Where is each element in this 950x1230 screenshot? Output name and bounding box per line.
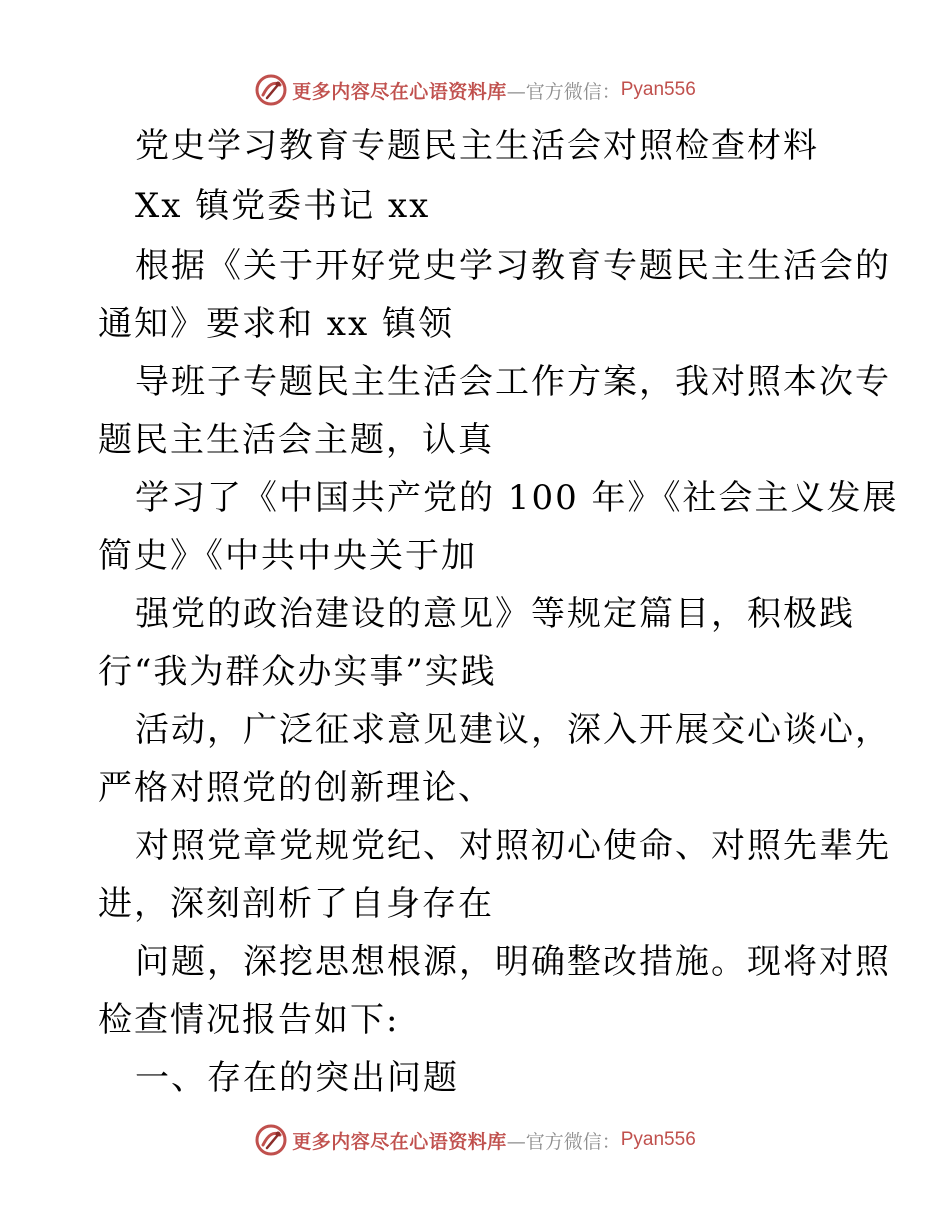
brand-logo-icon [254,73,288,107]
paragraph-line: 简史》《中共中央关于加 [98,536,477,576]
paragraph-line: 问题，深挖思想根源，明确整改措施。现将对照 [135,942,891,982]
paragraph-line: 根据《关于开好党史学习教育专题民主生活会的 [135,246,891,286]
banner-main-text: 更多内容尽在心语资料库 [292,1130,507,1153]
paragraph-line: 强党的政治建设的意见》等规定篇目，积极践 [135,594,855,634]
paragraph-line: 严格对照党的创新理论、 [98,768,494,808]
paragraph-line: 进，深刻剖析了自身存在 [98,884,494,924]
paragraph-line: 对照党章党规党纪、对照初心使命、对照先辈先 [135,826,891,866]
banner-wechat-id: Pyan556 [620,1129,696,1150]
banner-separator-text: —官方微信： [506,80,621,103]
paragraph-line: 题民主生活会主题，认真 [98,420,494,460]
paragraph-line: 活动，广泛征求意见建议，深入开展交心谈心， [135,710,891,750]
banner-separator-text: —官方微信： [506,1130,621,1153]
paragraph-line: 通知》要求和 xx 镇领 [98,304,454,344]
paragraph-line: 学习了《中国共产党的 100 年》《社会主义发展 [135,478,899,518]
section-heading: 一、存在的突出问题 [135,1058,459,1098]
banner-wechat-id: Pyan556 [620,79,696,100]
brand-logo-icon [254,1123,288,1157]
document-title: 党史学习教育专题民主生活会对照检查材料 [135,126,819,166]
footer-banner [0,1120,950,1160]
document-author: Xx 镇党委书记 xx [135,186,431,226]
banner-main-text: 更多内容尽在心语资料库 [292,80,507,103]
paragraph-line: 检查情况报告如下: [98,1000,400,1040]
paragraph-line: 导班子专题民主生活会工作方案，我对照本次专 [135,362,891,402]
header-banner [0,70,950,110]
paragraph-line: 行“我为群众办实事”实践 [98,652,497,692]
